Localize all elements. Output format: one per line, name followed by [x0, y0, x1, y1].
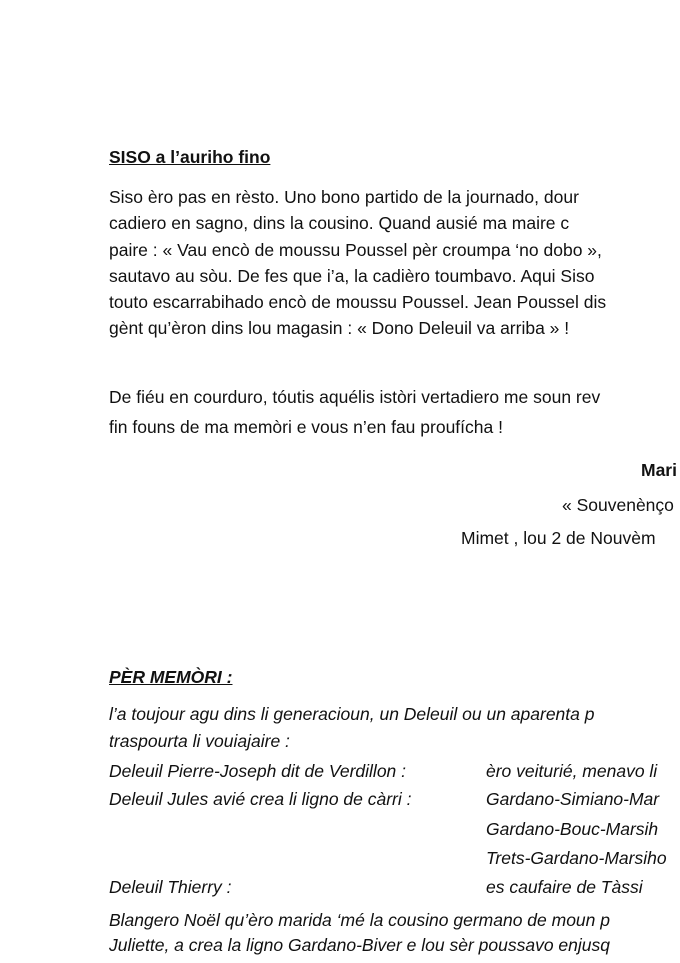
- list-item-name: Deleuil Pierre-Joseph dit de Verdillon :: [109, 761, 407, 781]
- paragraph-line: fin founs de ma memòri e vous n’en fau proufícha !: [109, 417, 503, 437]
- paragraph-line: gènt qu’èron dins lou magasin : « Dono Deleuil va arriba » !: [109, 318, 570, 338]
- list-item-desc: Gardano-Bouc-Marsih: [486, 819, 659, 839]
- paragraph-line: Siso èro pas en rèsto. Uno bono partido de la journado, dour: [109, 187, 579, 207]
- closing-line: Blangero Noël qu’èro marida ‘mé la cousino germano de moun p: [109, 910, 610, 930]
- intro-line: l’a toujour agu dins li generacioun, un Deleuil ou un aparenta p: [109, 704, 595, 724]
- signature-place-date: Mimet , lou 2 de Nouvèm: [461, 528, 656, 548]
- paragraph-line: cadiero en sagno, dins la cousino. Quand ausié ma maire c: [109, 213, 570, 233]
- list-item-desc: Trets-Gardano-Marsiho: [486, 848, 667, 868]
- intro-line: traspourta li vouiajaire :: [109, 731, 290, 751]
- section-title-siso: SISO a l’auriho fino: [109, 147, 271, 167]
- paragraph-line: De fiéu en courduro, tóutis aquélis istòri vertadiero me soun rev: [109, 387, 601, 407]
- list-item-desc: èro veiturié, menavo li: [486, 761, 658, 781]
- list-item-desc: Gardano-Simiano-Mar: [486, 789, 660, 809]
- list-item-name: Deleuil Thierry :: [109, 877, 232, 897]
- closing-line: Juliette, a crea la ligno Gardano-Biver e lou sèr poussavo enjusq: [109, 935, 610, 955]
- signature-name: Mari: [641, 460, 677, 480]
- list-item-name: Deleuil Jules avié crea li ligno de càrri :: [109, 789, 412, 809]
- section-title-per-memori: PÈR MEMÒRI :: [109, 667, 233, 687]
- list-item-desc: es caufaire de Tàssi: [486, 877, 643, 897]
- paragraph-line: paire : « Vau encò de moussu Poussel pèr croumpa ‘no dobo »,: [109, 240, 602, 260]
- paragraph-line: touto escarrabihado encò de moussu Poussel. Jean Poussel dis: [109, 292, 607, 312]
- paragraph-line: sautavo au sòu. De fes que i’a, la cadièro toumbavo. Aqui Siso: [109, 266, 595, 286]
- signature-book: « Souvenènço: [562, 495, 674, 515]
